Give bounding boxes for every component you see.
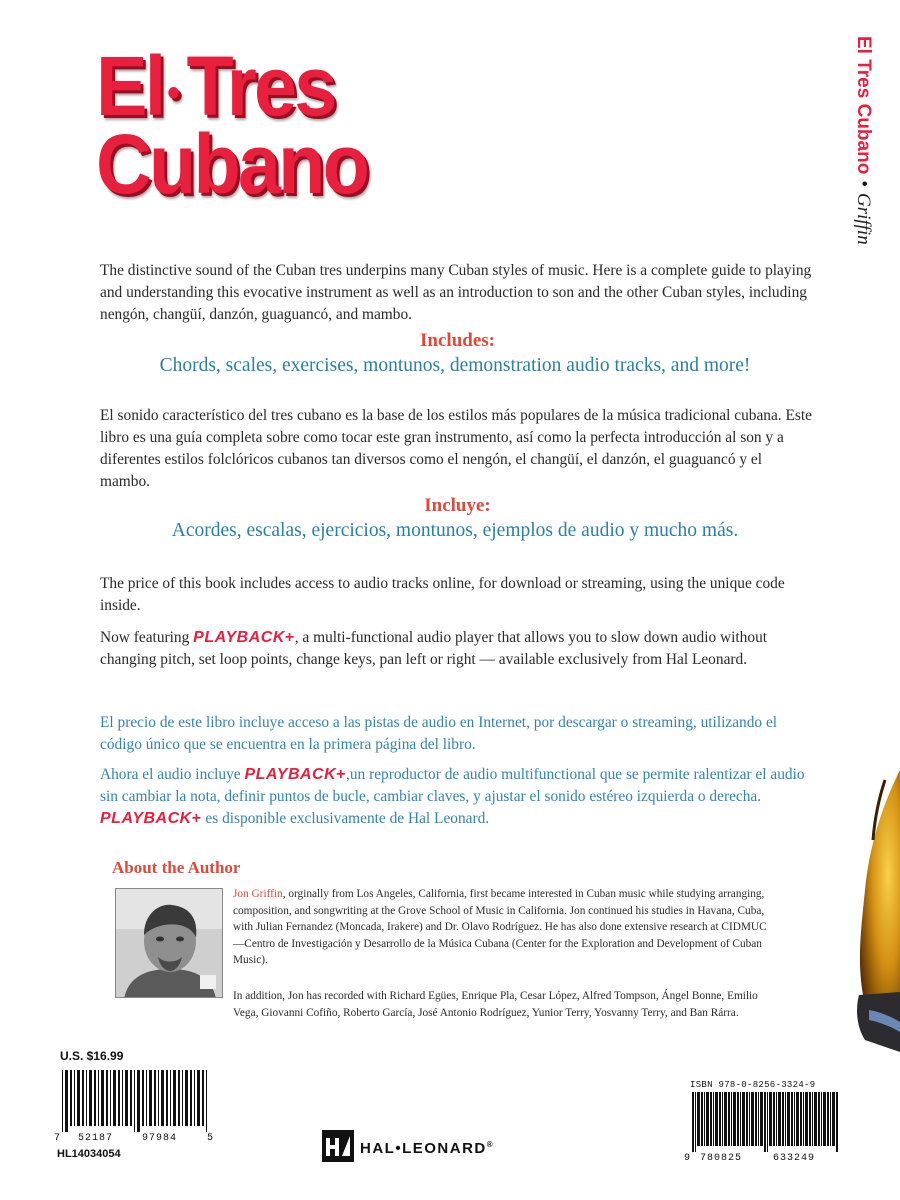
barcode-bar	[178, 1070, 180, 1126]
upc-left-digits: 52187	[78, 1133, 114, 1144]
barcode-bar	[755, 1092, 757, 1146]
barcode-bar	[713, 1092, 714, 1146]
ean-left-digits: 780825	[700, 1153, 743, 1164]
author-bio: Jon Griffin, orginally from Los Angeles, California, first became interested in Cuban music while studying arranging, composition, and songwriting at the Grove School of Music in California. Jon continued his studies in Havana, Cuba, with Julian Fernandez (Moncada, Irakere) and Dr. Olavo Rodríguez. He has also done extensive research at CIDMUC—Centro de Investigación y Desarrollo de la Música Cubana (Center for the Exploration and Development of Cuban Music).	[233, 888, 767, 966]
spine	[848, 36, 888, 266]
barcode-bar	[773, 1092, 775, 1146]
barcode-bar	[692, 1092, 694, 1152]
barcode-bar	[737, 1092, 739, 1146]
playback-feature-es: Ahora el audio incluye PLAYBACK+,un reproductor de audio multifunctional que se permite ralentizar el audio sin cambiar la nota, definir puntos de bucle, cambiar claves, y ajustar el sonido estéreo izquierda o derecha. PLAYBACK+ es disponible exclusivamente de Hal Leonard.	[100, 766, 805, 827]
upc-barcode	[60, 1070, 210, 1132]
barcode-bar	[814, 1092, 817, 1146]
hal-leonard-logo-icon	[322, 1130, 354, 1162]
ean-right-digits: 633249	[773, 1153, 816, 1164]
barcode-bar	[764, 1092, 766, 1152]
barcode-bar	[803, 1092, 804, 1146]
author-recordings: In addition, Jon has recorded with Richard Egües, Enrique Pla, Cesar López, Alfred Tompson, Ángel Bonne, Emilio Vega, Giovanni Cofiño, Roberto García, José Antonio Rodríguez, Yunior Terry, Yosvanny Terry, and Ban Rárra.	[233, 990, 758, 1019]
barcode-bar	[706, 1092, 709, 1146]
barcode-bar	[125, 1070, 128, 1126]
barcode-bar	[812, 1092, 813, 1146]
barcode-bar	[787, 1092, 790, 1146]
english-description: The distinctive sound of the Cuban tres underpins many Cuban styles of music. Here is a complete guide to playing and understanding this evocative instrument as well as an introduction to son and the other Cuban styles, including nengón, changüí, danzón, guaguancó, and mambo.	[100, 262, 812, 323]
playback-logo: PLAYBACK+	[193, 629, 295, 646]
barcode-bar	[719, 1092, 721, 1146]
barcode-bar	[782, 1092, 784, 1146]
featuring-suffix: , a multi-functional audio player that allows you to slow down audio without changing pitch, set loop points, change keys, pan left or right — available exclusively from Hal Leonard.	[100, 629, 768, 668]
barcode-bar	[796, 1092, 799, 1146]
plus-icon: +	[191, 810, 202, 827]
title-dot: •	[167, 70, 178, 115]
barcode-bar	[118, 1070, 120, 1126]
incluye-heading: Incluye:	[424, 495, 491, 516]
barcode-bar	[185, 1070, 188, 1126]
audio-access-note-en: The price of this book includes access to audio tracks online, for download or streaming, using the unique code inside.	[100, 575, 785, 614]
barcode-bar	[146, 1070, 147, 1126]
upc-last-digit: 5	[207, 1133, 214, 1144]
barcode-bar	[113, 1070, 116, 1126]
barcode-bar	[161, 1070, 164, 1126]
playback-feature-en	[100, 627, 815, 671]
spine-title: El Tres Cubano	[853, 36, 874, 175]
barcode-bar	[704, 1092, 705, 1146]
spine-separator: •	[853, 180, 874, 187]
barcode-bar	[740, 1092, 741, 1146]
barcode-bar	[728, 1092, 730, 1146]
barcode-bar	[206, 1070, 207, 1132]
barcode-bar	[809, 1092, 811, 1146]
barcode-bar	[778, 1092, 781, 1146]
barcode-bar	[202, 1070, 204, 1126]
barcode-bar	[805, 1092, 808, 1146]
title-word-cubano: Cubano	[96, 117, 368, 211]
ean-first-digit: 9	[684, 1153, 691, 1164]
plus-icon: +	[284, 629, 295, 646]
book-title	[96, 39, 372, 211]
plus-icon: +	[336, 766, 346, 783]
barcode-bar	[130, 1070, 132, 1126]
barcode-bar	[77, 1070, 80, 1126]
barcode-bar	[751, 1092, 754, 1146]
barcode-bar	[190, 1070, 192, 1126]
title-word-el: El	[96, 39, 164, 133]
barcode-bar	[769, 1092, 772, 1146]
barcode-bar	[74, 1070, 75, 1126]
barcode-bar	[827, 1092, 829, 1146]
barcode-bar	[823, 1092, 826, 1146]
barcode-bar	[182, 1070, 183, 1126]
about-author-heading: About the Author	[112, 858, 241, 877]
barcode-bar	[776, 1092, 777, 1146]
barcode-bar	[832, 1092, 835, 1146]
barcode-bar	[821, 1092, 822, 1146]
barcode-bar	[697, 1092, 700, 1146]
incluye-list: Acordes, escalas, ejercicios, montunos, ejemplos de audio y mucho más.	[171, 520, 739, 541]
barcode-bar	[791, 1092, 793, 1146]
barcode-bar	[98, 1070, 99, 1126]
playback-logo: PLAYBACK+	[244, 766, 346, 783]
barcode-bar	[137, 1070, 140, 1132]
barcode-bar	[86, 1070, 87, 1126]
barcode-bar	[65, 1070, 68, 1132]
includes-heading: Includes:	[420, 330, 495, 351]
barcode-bar	[82, 1070, 84, 1126]
isbn-label: ISBN 978-0-8256-3324-9	[690, 1080, 816, 1090]
barcode-bar	[724, 1092, 727, 1146]
playback-logo: PLAYBACK+	[100, 810, 202, 827]
barcode-bar	[197, 1070, 200, 1126]
price-label: U.S. $16.99	[60, 1049, 124, 1063]
upc-right-digits: 97984	[142, 1133, 178, 1144]
barcode-bar	[733, 1092, 736, 1146]
barcode-bar	[149, 1070, 152, 1126]
barcode-bar	[154, 1070, 156, 1126]
barcode-bar	[836, 1092, 838, 1152]
item-code: HL14034054	[57, 1148, 121, 1160]
barcode-bar	[106, 1070, 108, 1126]
barcode-bar	[110, 1070, 111, 1126]
barcode-bar	[101, 1070, 104, 1126]
barcode-bar	[818, 1092, 820, 1146]
barcode-bar	[170, 1070, 171, 1126]
barcode-bar	[731, 1092, 732, 1146]
barcode-bar	[89, 1070, 92, 1126]
barcode-bar	[194, 1070, 195, 1126]
isbn-barcode	[690, 1092, 840, 1152]
barcode-bar	[785, 1092, 786, 1146]
tres-instrument-image	[835, 760, 900, 1060]
barcode-bar	[760, 1092, 763, 1146]
title-word-tres: Tres	[186, 39, 335, 133]
spanish-description: El sonido característico del tres cubano es la base de los estilos más populares de la música tradicional cubana. Este libro es una guía completa sobre como tocar este gran instrumento, así como la perfecta introducción al son y a diferentes estilos folclóricos cubanos tan diversos como el nengón, el changüí, el danzón, el guaguancó y el mambo.	[100, 407, 813, 490]
author-photo	[115, 888, 223, 998]
audio-access-note-es: El precio de este libro incluye acceso a las pistas de audio en Internet, por descargar o streaming, utilizando el código único que se encuentra en la primera página del libro.	[100, 714, 778, 753]
spine-author: Griffin	[853, 192, 874, 245]
barcode-bar	[94, 1070, 96, 1126]
barcode-bar	[134, 1070, 135, 1132]
barcode-bar	[715, 1092, 718, 1146]
publisher-name: HAL•LEONARD®	[360, 1140, 495, 1157]
barcode-bar	[749, 1092, 750, 1146]
barcode-bar	[701, 1092, 703, 1146]
author-name: Jon Griffin	[233, 888, 283, 900]
barcode-bar	[695, 1092, 696, 1152]
author-portrait-image	[116, 889, 223, 998]
barcode-bar	[173, 1070, 176, 1126]
barcode-bar	[742, 1092, 745, 1146]
barcode-bar	[758, 1092, 759, 1146]
featuring-prefix: Now featuring	[100, 629, 194, 646]
barcode-bar	[746, 1092, 748, 1146]
barcode-bar	[142, 1070, 144, 1126]
barcode-bar	[830, 1092, 831, 1146]
barcode-bar	[62, 1070, 63, 1132]
barcode-bar	[767, 1092, 768, 1152]
barcode-bar	[70, 1070, 72, 1126]
barcode-bar	[166, 1070, 168, 1126]
barcode-bar	[800, 1092, 802, 1146]
includes-list: Chords, scales, exercises, montunos, demonstration audio tracks, and more!	[159, 355, 751, 376]
upc-first-digit: 7	[54, 1133, 61, 1144]
barcode-bar	[710, 1092, 712, 1146]
barcode-bar	[158, 1070, 159, 1126]
barcode-bar	[122, 1070, 123, 1126]
barcode-bar	[794, 1092, 795, 1146]
barcode-bar	[722, 1092, 723, 1146]
